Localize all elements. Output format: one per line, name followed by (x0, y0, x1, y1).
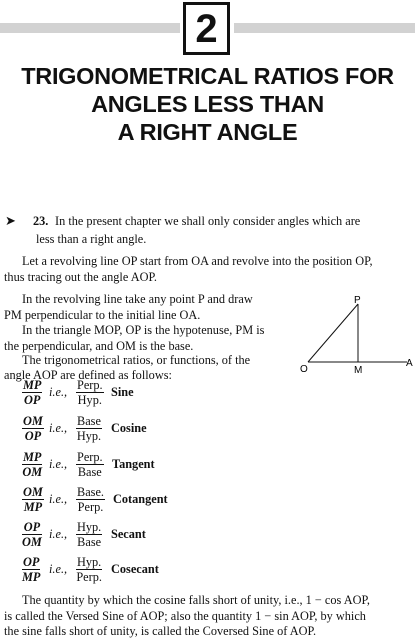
title-line: A RIGHT ANGLE (117, 119, 298, 145)
ratio-fraction: $\frac{OP}{MP}$ (22, 555, 41, 584)
function-name: Cotangent (113, 492, 168, 506)
title-line: TRIGONOMETRICAL RATIOS FOR (21, 63, 394, 89)
ratio-fraction: $\frac{OM}{MP}$ (23, 485, 43, 514)
chapter-number-box (183, 2, 230, 55)
function-name: Tangent (112, 457, 155, 471)
text-line: Let a revolving line OP start from OA and revolve into the position OP, (22, 254, 373, 268)
text-line: the sine falls short of unity, is called the Coversed Sine of AOP. (4, 624, 317, 638)
text-line: PM perpendicular to the initial line OA. (4, 308, 201, 322)
text-line: In the triangle MOP, OP is the hypotenuse, PM is (22, 323, 265, 337)
definition-sine: $\frac{MP}{OP}$ i.e., Perp. Hyp. Sine (23, 378, 134, 407)
triangle-diagram (300, 295, 415, 380)
text-line: thus tracing out the angle AOP. (4, 270, 158, 284)
section-number: 23. (33, 214, 49, 228)
label-p: P (354, 295, 361, 306)
text-line: less than a right angle. (36, 232, 147, 246)
definition-cotangent: $\frac{OM}{MP}$ i.e., Base. Perp. Cotangent (23, 485, 168, 514)
word-fraction: Base. Perp. (77, 485, 104, 514)
header-rule-right (234, 23, 415, 33)
word-fraction: Base Hyp. (76, 414, 102, 443)
function-name: Cosine (111, 421, 147, 435)
text-line: angle AOP are defined as follows: (4, 368, 172, 382)
title-line: ANGLES LESS THAN (91, 91, 324, 117)
definition-tangent: $\frac{MP}{OM}$ i.e., Perp. Base Tangent (22, 450, 155, 479)
ratio-fraction: $\frac{MP}{OP}$ (23, 378, 42, 407)
label-m: M (354, 365, 363, 376)
arrow-bullet-icon: ➤ (5, 213, 16, 228)
label-a: A (406, 358, 413, 369)
ratio-fraction: $\frac{MP}{OM}$ (22, 450, 43, 479)
word-fraction: Hyp. Perp. (76, 555, 102, 584)
label-o: O (300, 364, 308, 375)
ratio-fraction: $\frac{OM}{OP}$ (23, 414, 43, 443)
text-line: The trigonometrical ratios, or functions, of the (22, 353, 251, 367)
line-op (308, 304, 358, 362)
text-line: the perpendicular, and OM is the base. (4, 339, 194, 353)
chapter-title (0, 62, 415, 146)
text-line: is called the Versed Sine of AOP; also the quantity 1 − sin AOP, by which (4, 609, 366, 623)
header-rule-left (0, 23, 180, 33)
word-fraction: Perp. Base (77, 450, 103, 479)
word-fraction: Perp. Hyp. (77, 378, 103, 407)
function-name: Cosecant (111, 562, 159, 576)
text-line: In the revolving line take any point P and draw (22, 292, 253, 306)
definition-cosine: $\frac{OM}{OP}$ i.e., Base Hyp. Cosine (23, 414, 147, 443)
text-line: The quantity by which the cosine falls short of unity, i.e., 1 − cos AOP, (22, 593, 371, 607)
ratio-fraction: $\frac{OP}{OM}$ (22, 520, 42, 549)
function-name: Sine (111, 385, 134, 399)
chapter-number: 2 (195, 6, 218, 51)
function-name: Secant (111, 527, 146, 541)
word-fraction: Hyp. Base (77, 520, 102, 549)
text-line: In the present chapter we shall only consider angles which are (55, 214, 361, 228)
definition-secant: $\frac{OP}{OM}$ i.e., Hyp. Base Secant (22, 520, 146, 549)
definition-cosecant: $\frac{OP}{MP}$ i.e., Hyp. Perp. Cosecant (22, 555, 159, 584)
